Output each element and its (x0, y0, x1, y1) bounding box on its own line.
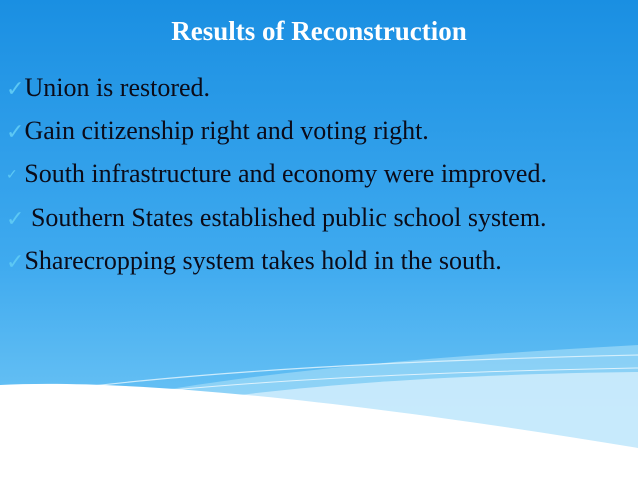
bullet-list (6, 70, 632, 286)
checkmark-icon: ✓ (6, 249, 25, 274)
bullet-item (6, 70, 632, 106)
bullet-item (6, 243, 632, 279)
slide-title: Results of Reconstruction (171, 16, 467, 46)
checkmark-icon: ✓ (6, 76, 25, 101)
checkmark-icon: ✓ (6, 119, 25, 144)
bullet-text: Sharecropping system takes hold in the south. (24, 246, 502, 275)
bullet-text: Southern States established public school system. (24, 203, 547, 232)
bullet-text: Union is restored. (24, 73, 211, 102)
bullet-item (6, 113, 632, 149)
bullet-item (6, 200, 632, 236)
bullet-text: Gain citizenship right and voting right. (24, 116, 429, 145)
checkmark-icon: ✓ (6, 206, 25, 231)
bullet-text: South infrastructure and economy were improved. (17, 159, 547, 188)
bullet-item (6, 156, 632, 193)
checkmark-icon: ✓ (6, 168, 18, 183)
